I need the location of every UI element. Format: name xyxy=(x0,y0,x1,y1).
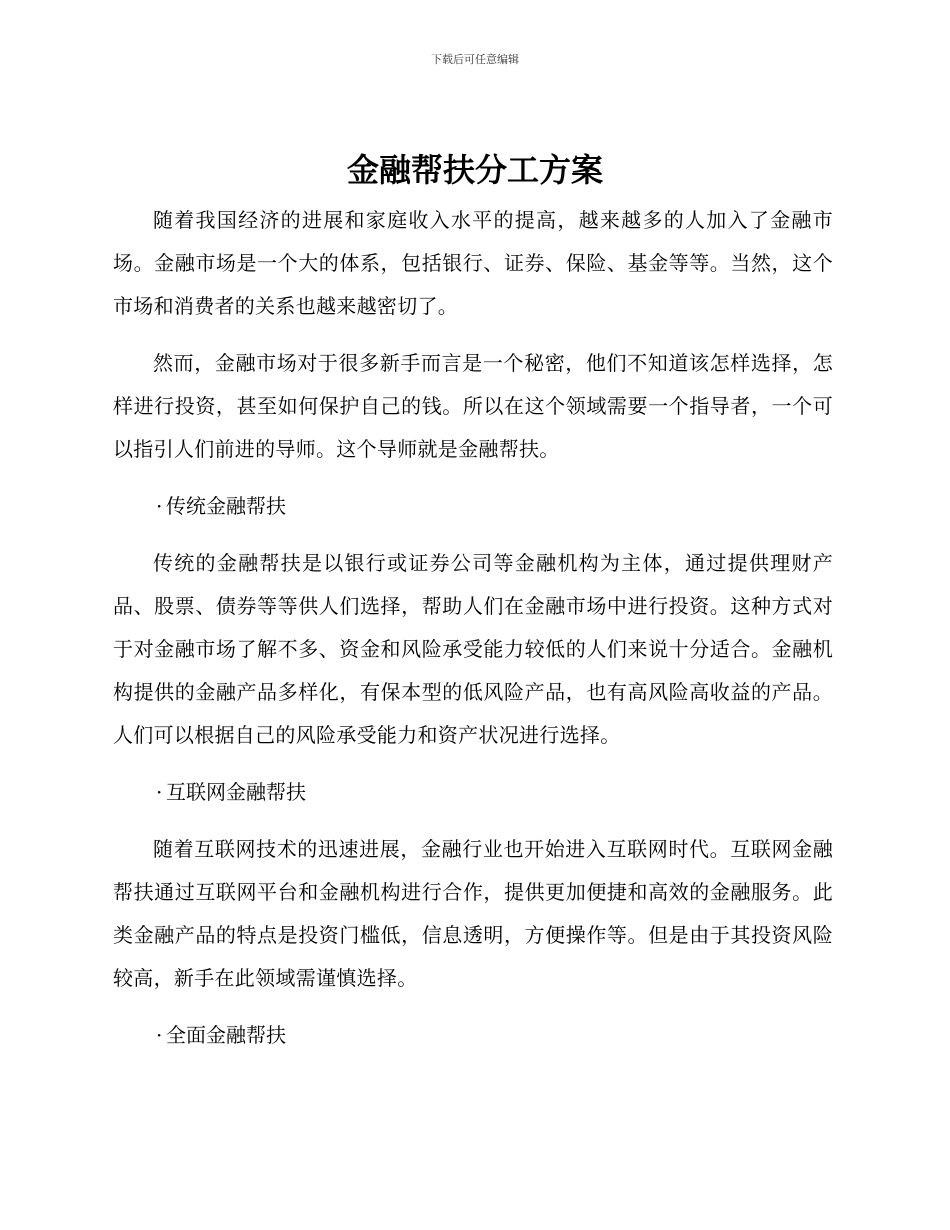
section-heading-traditional xyxy=(113,485,833,528)
page-header: 下载后可任意编辑 xyxy=(431,53,519,66)
paragraph-internet: 随着互联网技术的迅速进展，金融行业也开始进入互联网时代。互联网金融帮扶通过互联网平台和金融机构进行合作，提供更加便捷和高效的金融服务。此类金融产品的特点是投资门槛低，信息透明，方便操作等。但是由于其投资风险较高，新手在此领域需谨慎选择。 xyxy=(113,837,833,990)
bullet-dot: · xyxy=(156,1023,163,1047)
bullet-dot: · xyxy=(156,494,163,518)
paragraph-intro: 随着我国经济的进展和家庭收入水平的提高，越来越多的人加入了金融市场。金融市场是一个大的体系，包括银行、证券、保险、基金等等。当然，这个市场和消费者的关系也越来越密切了。 xyxy=(113,208,833,318)
document-body xyxy=(113,199,833,1071)
section-heading-label: 互联网金融帮扶 xyxy=(166,780,306,804)
paragraph-traditional: 传统的金融帮扶是以银行或证券公司等金融机构为主体，通过提供理财产品、股票、债券等等供人们选择，帮助人们在金融市场中进行投资。这种方式对于对金融市场了解不多、资金和风险承受能力较低的人们来说十分适合。金融机构提供的金融产品多样化，有保本型的低风险产品，也有高风险高收益的产品。人们可以根据自己的风险承受能力和资产状况进行选择。 xyxy=(113,551,833,747)
paragraph-need-guide: 然而，金融市场对于很多新手而言是一个秘密，他们不知道该怎样选择，怎样进行投资，甚至如何保护自己的钱。所以在这个领域需要一个指导者，一个可以指引人们前进的导师。这个导师就是金融帮扶。 xyxy=(113,351,833,461)
section-heading-comprehensive xyxy=(113,1014,833,1057)
section-heading-label: 全面金融帮扶 xyxy=(166,1023,286,1047)
section-heading-label: 传统金融帮扶 xyxy=(166,494,286,518)
bullet-dot: · xyxy=(156,780,163,804)
section-heading-internet xyxy=(113,771,833,814)
document-title: 金融帮扶分工方案 xyxy=(346,151,603,189)
